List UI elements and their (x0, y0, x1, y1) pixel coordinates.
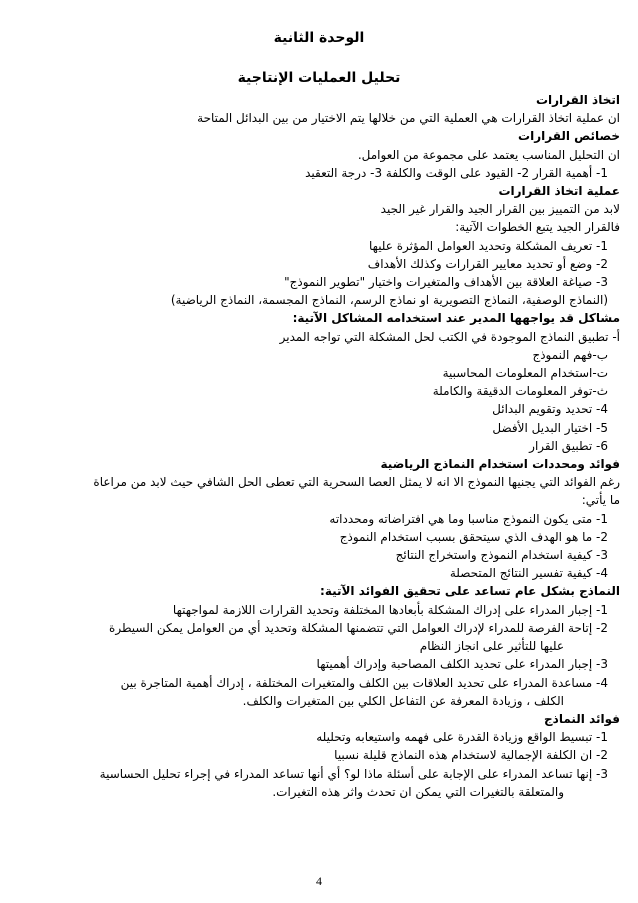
text-line: ان عملية اتخاذ القرارات هي العملية التي من خلالها يتم الاختيار من بين البدائل المتاحة (197, 111, 620, 126)
text-line: ب-فهم النموذج (532, 347, 608, 362)
text-line: 2- وضع أو تحديد معايير القرارات وكذلك الأهداف (367, 256, 608, 271)
page-number: 4 (316, 874, 322, 888)
text-line: أ- تطبيق النماذج الموجودة في الكتب لحل المشكلة التي تواجه المدير (279, 329, 620, 344)
document-body (16, 91, 620, 801)
text-line: 2- ان الكلفة الإجمالية لاستخدام هذه النماذج قليلة نسبيا (334, 748, 608, 763)
lesson-title: تحليل العمليات الإنتاجية (237, 70, 401, 86)
text-line: (النماذج الوصفية، النماذج التصويرية او نماذج الرسم، النماذج المجسمة، النماذج الرياضية) (170, 293, 608, 308)
text-line: لابد من التمييز بين القرار الجيد والقرار غير الجيد (380, 202, 620, 217)
section-heading: عملية اتخاذ القرارات (498, 184, 620, 199)
text-line: 1- أهمية القرار 2- القيود على الوقت والكلفة 3- درجة التعقيد (305, 165, 608, 180)
section-heading: مشاكل قد يواجهها المدير عند استخدامه المشاكل الآتية: (292, 311, 620, 326)
section-heading: فوائد ومحددات استخدام النماذج الرياضية (380, 457, 620, 472)
text-line: 3- صياغة العلاقة بين الأهداف والمتغيرات واختيار "تطوير النموذج" (284, 275, 608, 290)
text-line: فالقرار الجيد يتبع الخطوات الآتية: (455, 220, 620, 235)
text-line: رغم الفوائد التي يجنيها النموذج الا انه لا يمثل العصا السحرية التي تعطى الحل الشافي حيث لابد من مراعاة (93, 475, 620, 490)
unit-title: الوحدة الثانية (273, 30, 365, 46)
text-line: 2- إتاحة الفرصة للمدراء لإدراك العوامل التي تتضمنها المشكلة وتحديد أي من العوامل يمكن السيطرة (109, 620, 608, 635)
section-heading: خصائص القرارات (518, 129, 620, 144)
text-line: ما يأتي: (581, 493, 620, 508)
text-line: 3- إنها تساعد المدراء على الإجابة على أسئلة ماذا لو؟ أي أنها تساعد المدراء في إجراء تحليل الحساسية (99, 766, 608, 781)
text-line: ان التحليل المناسب يعتمد على مجموعة من العوامل. (357, 147, 620, 162)
text-line: 2- ما هو الهدف الذي سيتحقق بسبب استخدام النموذج (339, 529, 608, 544)
text-line: ث-توفر المعلومات الدقيقة والكاملة (432, 384, 608, 399)
text-line: 6- تطبيق القرار (529, 438, 608, 453)
text-line: 1- إجبار المدراء على إدراك المشكلة بأبعادها المختلفة وتحديد القرارات اللازمة لمواجهتها (172, 602, 608, 617)
section-heading: النماذج بشكل عام تساعد على تحقيق الفوائد الآتية: (320, 584, 620, 599)
section-heading: اتخاذ القرارات (535, 93, 620, 107)
text-line: ت-استخدام المعلومات المحاسبية (442, 366, 608, 381)
text-line: 4- تحديد وتقويم البدائل (492, 402, 608, 417)
text-line: 1- تعريف المشكلة وتحديد العوامل المؤثرة عليها (369, 238, 608, 253)
text-line: الكلف ، وزيادة المعرفة عن التفاعل الكلي بين المتغيرات والكلف. (242, 693, 564, 708)
text-line: 4- كيفية تفسير النتائج المتحصلة (449, 566, 608, 581)
text-line: والمتعلقة بالتغيرات التي يمكن ان تحدث واثر هذه التغيرات. (272, 784, 564, 799)
text-line: 5- اختيار البديل الأفضل (492, 420, 608, 435)
text-line: 1- متى يكون النموذج مناسبا وما هي افتراضاته ومحدداته (329, 511, 608, 526)
text-line: 4- مساعدة المدراء على تحديد العلاقات بين الكلف والمتغيرات المختلفة ، إدراك أهمية المتاجرة بين (120, 675, 608, 690)
text-line: 3- كيفية استخدام النموذج واستخراج النتائج (395, 548, 608, 563)
text-line: 1- تبسيط الواقع وزيادة القدرة على فهمه واستيعابه وتحليله (316, 730, 608, 745)
text-line: عليها للتأثير على انجاز النظام (419, 639, 564, 654)
text-line: 3- إجبار المدراء على تحديد الكلف المصاحبة وإدراك أهميتها (316, 657, 608, 672)
section-heading: فوائد النماذج (544, 711, 620, 726)
